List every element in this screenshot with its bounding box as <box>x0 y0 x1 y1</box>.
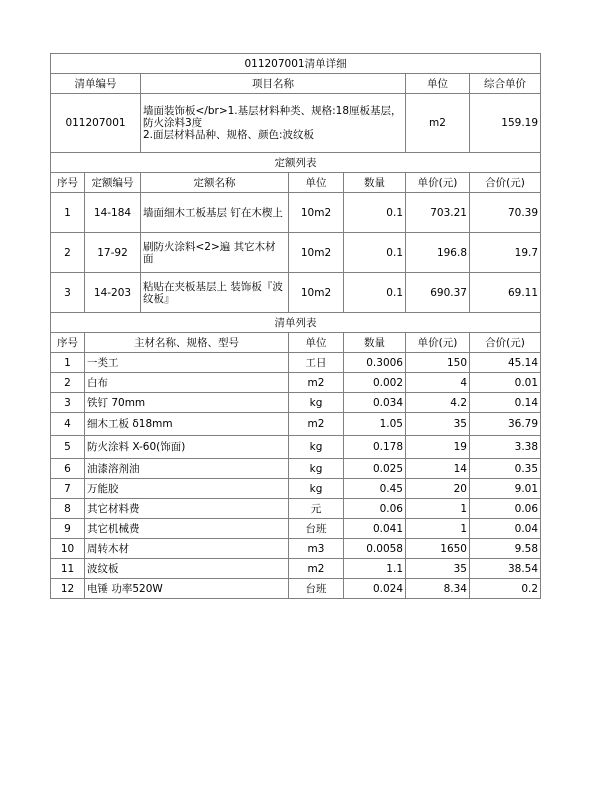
bill-unit-header: 单位 <box>406 74 470 94</box>
quota-name: 粘贴在夹板基层上 装饰板『波纹板』 <box>141 273 289 313</box>
quota-total: 70.39 <box>470 193 541 233</box>
material-seq: 4 <box>51 413 85 436</box>
bill-price-header: 综合单价 <box>470 74 541 94</box>
material-row <box>51 413 541 436</box>
material-seq: 7 <box>51 479 85 499</box>
material-row <box>51 393 541 413</box>
material-total: 3.38 <box>470 436 541 459</box>
table-title: 011207001清单详细 <box>51 54 541 74</box>
material-name: 一类工 <box>85 353 289 373</box>
quota-header-row <box>51 173 541 193</box>
material-qty: 0.45 <box>344 479 406 499</box>
material-name: 细木工板 δ18mm <box>85 413 289 436</box>
list-qty-header: 数量 <box>344 333 406 353</box>
quota-total: 69.11 <box>470 273 541 313</box>
bill-name-line-2: 2.面层材料品种、规格、颜色:波纹板 <box>143 129 315 141</box>
material-row <box>51 353 541 373</box>
list-name-header: 主材名称、规格、型号 <box>85 333 289 353</box>
list-total-header: 合价(元) <box>470 333 541 353</box>
quota-qty: 0.1 <box>344 273 406 313</box>
material-unit: kg <box>289 436 344 459</box>
material-qty: 0.002 <box>344 373 406 393</box>
material-name: 白布 <box>85 373 289 393</box>
material-price: 35 <box>406 559 470 579</box>
material-qty: 0.178 <box>344 436 406 459</box>
material-price: 4.2 <box>406 393 470 413</box>
material-row <box>51 436 541 459</box>
material-unit: m2 <box>289 559 344 579</box>
material-qty: 0.0058 <box>344 539 406 559</box>
bill-row <box>51 94 541 153</box>
bill-name <box>141 94 406 153</box>
material-price: 1650 <box>406 539 470 559</box>
material-seq: 12 <box>51 579 85 599</box>
material-total: 0.04 <box>470 519 541 539</box>
material-price: 20 <box>406 479 470 499</box>
material-total: 9.01 <box>470 479 541 499</box>
quota-total: 19.7 <box>470 233 541 273</box>
material-unit: 元 <box>289 499 344 519</box>
quota-row <box>51 233 541 273</box>
material-name: 周转木材 <box>85 539 289 559</box>
material-name: 其它材料费 <box>85 499 289 519</box>
material-total: 45.14 <box>470 353 541 373</box>
material-price: 1 <box>406 519 470 539</box>
material-price: 4 <box>406 373 470 393</box>
material-seq: 5 <box>51 436 85 459</box>
bill-code-header: 清单编号 <box>51 74 141 94</box>
material-qty: 0.06 <box>344 499 406 519</box>
material-seq: 9 <box>51 519 85 539</box>
quota-unit-header: 单位 <box>289 173 344 193</box>
quota-seq-header: 序号 <box>51 173 85 193</box>
material-price: 150 <box>406 353 470 373</box>
bill-detail-table <box>50 53 541 599</box>
material-unit: kg <box>289 393 344 413</box>
material-row <box>51 499 541 519</box>
material-total: 0.35 <box>470 459 541 479</box>
material-seq: 3 <box>51 393 85 413</box>
material-qty: 0.025 <box>344 459 406 479</box>
list-price-header: 单价(元) <box>406 333 470 353</box>
material-price: 1 <box>406 499 470 519</box>
material-name: 万能胶 <box>85 479 289 499</box>
material-seq: 6 <box>51 459 85 479</box>
material-name: 波纹板 <box>85 559 289 579</box>
bill-code: 011207001 <box>51 94 141 153</box>
bill-unit: m2 <box>406 94 470 153</box>
bill-name-header: 项目名称 <box>141 74 406 94</box>
quota-price: 690.37 <box>406 273 470 313</box>
material-seq: 10 <box>51 539 85 559</box>
quota-unit: 10m2 <box>289 273 344 313</box>
material-qty: 1.05 <box>344 413 406 436</box>
material-name: 铁钉 70mm <box>85 393 289 413</box>
material-unit: 台班 <box>289 519 344 539</box>
material-unit: m3 <box>289 539 344 559</box>
list-seq-header: 序号 <box>51 333 85 353</box>
material-qty: 0.024 <box>344 579 406 599</box>
material-name: 电锤 功率520W <box>85 579 289 599</box>
list-header-row <box>51 333 541 353</box>
material-qty: 0.041 <box>344 519 406 539</box>
quota-unit: 10m2 <box>289 233 344 273</box>
quota-code: 17-92 <box>85 233 141 273</box>
material-unit: 台班 <box>289 579 344 599</box>
quota-row <box>51 193 541 233</box>
material-price: 8.34 <box>406 579 470 599</box>
material-row <box>51 559 541 579</box>
material-name: 油漆溶剂油 <box>85 459 289 479</box>
bill-header-row <box>51 74 541 94</box>
quota-total-header: 合价(元) <box>470 173 541 193</box>
material-seq: 11 <box>51 559 85 579</box>
quota-name-header: 定额名称 <box>141 173 289 193</box>
material-total: 0.06 <box>470 499 541 519</box>
quota-code-header: 定额编号 <box>85 173 141 193</box>
material-seq: 8 <box>51 499 85 519</box>
material-total: 38.54 <box>470 559 541 579</box>
material-total: 36.79 <box>470 413 541 436</box>
material-seq: 1 <box>51 353 85 373</box>
list-unit-header: 单位 <box>289 333 344 353</box>
material-qty: 0.3006 <box>344 353 406 373</box>
quota-qty: 0.1 <box>344 233 406 273</box>
quota-name: 刷防火涂料<2>遍 其它木材面 <box>141 233 289 273</box>
material-price: 14 <box>406 459 470 479</box>
quota-price: 703.21 <box>406 193 470 233</box>
quota-code: 14-203 <box>85 273 141 313</box>
quota-unit: 10m2 <box>289 193 344 233</box>
quota-seq: 1 <box>51 193 85 233</box>
material-total: 9.58 <box>470 539 541 559</box>
material-price: 35 <box>406 413 470 436</box>
list-section-title: 清单列表 <box>51 313 541 333</box>
material-name: 其它机械费 <box>85 519 289 539</box>
quota-seq: 2 <box>51 233 85 273</box>
material-row <box>51 459 541 479</box>
material-unit: m2 <box>289 373 344 393</box>
material-row <box>51 479 541 499</box>
quota-section-title: 定额列表 <box>51 153 541 173</box>
material-qty: 0.034 <box>344 393 406 413</box>
quota-name: 墙面细木工板基层 钉在木楔上 <box>141 193 289 233</box>
bill-price: 159.19 <box>470 94 541 153</box>
quota-price: 196.8 <box>406 233 470 273</box>
material-total: 0.01 <box>470 373 541 393</box>
quota-price-header: 单价(元) <box>406 173 470 193</box>
quota-row <box>51 273 541 313</box>
material-row <box>51 579 541 599</box>
material-unit: m2 <box>289 413 344 436</box>
quota-code: 14-184 <box>85 193 141 233</box>
quota-qty: 0.1 <box>344 193 406 233</box>
material-unit: 工日 <box>289 353 344 373</box>
material-row <box>51 539 541 559</box>
material-total: 0.2 <box>470 579 541 599</box>
material-unit: kg <box>289 459 344 479</box>
material-price: 19 <box>406 436 470 459</box>
material-qty: 1.1 <box>344 559 406 579</box>
material-seq: 2 <box>51 373 85 393</box>
material-total: 0.14 <box>470 393 541 413</box>
material-unit: kg <box>289 479 344 499</box>
material-name: 防火涂料 X-60(饰面) <box>85 436 289 459</box>
material-row <box>51 373 541 393</box>
quota-qty-header: 数量 <box>344 173 406 193</box>
material-row <box>51 519 541 539</box>
quota-seq: 3 <box>51 273 85 313</box>
bill-name-line-1: 墙面装饰板</br>1.基层材料种类、规格:18厘板基层，防火涂料3度 <box>143 105 402 129</box>
